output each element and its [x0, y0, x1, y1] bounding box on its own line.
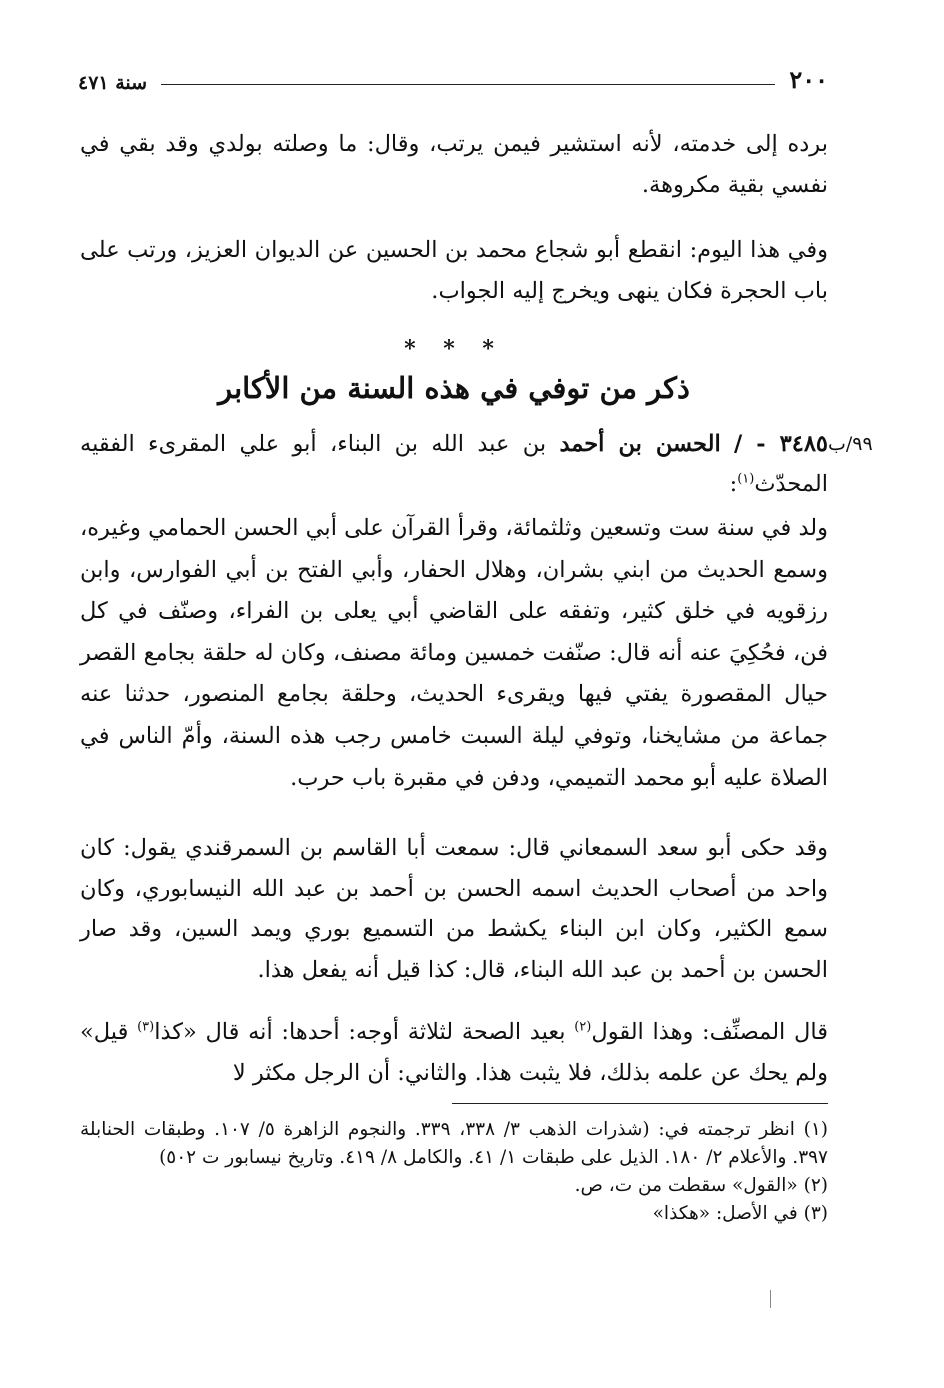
entry-text: بن عبد الله بن البناء، أبو علي المقرىء الفقيه المحدّث: [80, 431, 828, 497]
paragraph-2: وفي هذا اليوم: انقطع أبو شجاع محمد بن الحسين عن الديوان العزيز، ورتب على باب الحجرة فكان ينهى ويخرج إليه الجواب.: [80, 237, 828, 304]
header-rule: [161, 84, 775, 85]
paragraph-5: [80, 1012, 828, 1094]
footnote-ref-1: (١): [737, 471, 755, 487]
entry-heading: [80, 424, 828, 504]
page-number: ٢٠٠: [789, 65, 828, 94]
paragraph-5-part-3: قيل» ولم يحك عن علمه بذلك، فلا يثبت هذا. والثاني: أن الرجل مكثر لا: [80, 1019, 828, 1086]
footnotes: [80, 1116, 828, 1228]
paragraph-3: ولد في سنة ست وتسعين وثلثمائة، وقرأ القرآن على أبي الحسن الحمامي وغيره، وسمع الحديث من ابني بشران، وهلال الحفار، وأبي الفتح بن أبي الفوارس، وابن رزقويه في خلق كثير، وتفقه على القاضي أبي يعلى بن الفراء، وصنّف في كل فن، فحُكِيَ عنه أنه قال: صنّفت خمسين ومائة مصنف، وكان له حلقة بجامع القصر حيال المقصورة يفتي فيها ويقرىء الحديث، وحلقة بجامع المنصور، حدثنا عنه جماعة من مشايخنا، وتوفي ليلة السبت خامس رجب هذه السنة، وأمّ الناس في الصلاة عليه أبو محمد التميمي، ودفن في مقبرة باب حرب.: [80, 515, 828, 791]
margin-folio-ref: ٩٩/ب: [828, 433, 873, 455]
entry-text-end: :: [729, 471, 738, 497]
paragraph-4: وقد حكى أبو سعد السمعاني قال: سمعت أبا القاسم بن السمرقندي يقول: كان واحد من أصحاب الحديث اسمه الحسن بن أحمد بن عبد الله النيسابوري، وكان سمع الكثير، وكان ابن البناء يكشط من التسميع بوري ويمد السين، وقد صار الحسن بن أحمد بن عبد الله البناء، قال: كذا قيل أنه يفعل هذا.: [80, 835, 828, 984]
footnote-ref-2: (٢): [574, 1019, 592, 1035]
footnote-3: (٣) في الأصل: «هكذا»: [652, 1203, 828, 1224]
entry-name: الحسن بن أحمد: [559, 431, 721, 457]
footnote-ref-3: (٣): [137, 1019, 155, 1035]
section-title: ذكر من توفي في هذه السنة من الأكابر: [218, 371, 690, 405]
section-stars: * * *: [404, 336, 504, 362]
paragraph-5-part-2: بعيد الصحة لثلاثة أوجه: أحدها: أنه قال «كذا: [154, 1019, 575, 1045]
scan-mark: [770, 1290, 771, 1308]
running-header: [78, 60, 828, 94]
paragraph-1: برده إلى خدمته، لأنه استشير فيمن يرتب، وقال: ما وصلته بولدي وقد بقي في نفسي بقية مكروهة.: [80, 131, 828, 198]
footnote-1: (١) انظر ترجمته في: (شذرات الذهب ٣/ ٣٣٨، ٣٣٩. والنجوم الزاهرة ٥/ ١٠٧. وطبقات الحنابلة ٣٩٧. والأعلام ٢/ ١٨٠. الذيل على طبقات ١/ ٤١. والكامل ٨/ ٤١٩. وتاريخ نيسابور ت ٥٠٢): [80, 1119, 828, 1168]
paragraph-5-part-1: قال المصنِّف: وهذا القول: [591, 1019, 828, 1045]
footnote-rule: [452, 1103, 828, 1104]
footnote-2: (٢) «القول» سقطت من ت، ص.: [574, 1175, 828, 1196]
year-label: سنة ٤٧١: [78, 72, 148, 94]
entry-number: ٣٤٨٥ - /: [734, 431, 828, 457]
